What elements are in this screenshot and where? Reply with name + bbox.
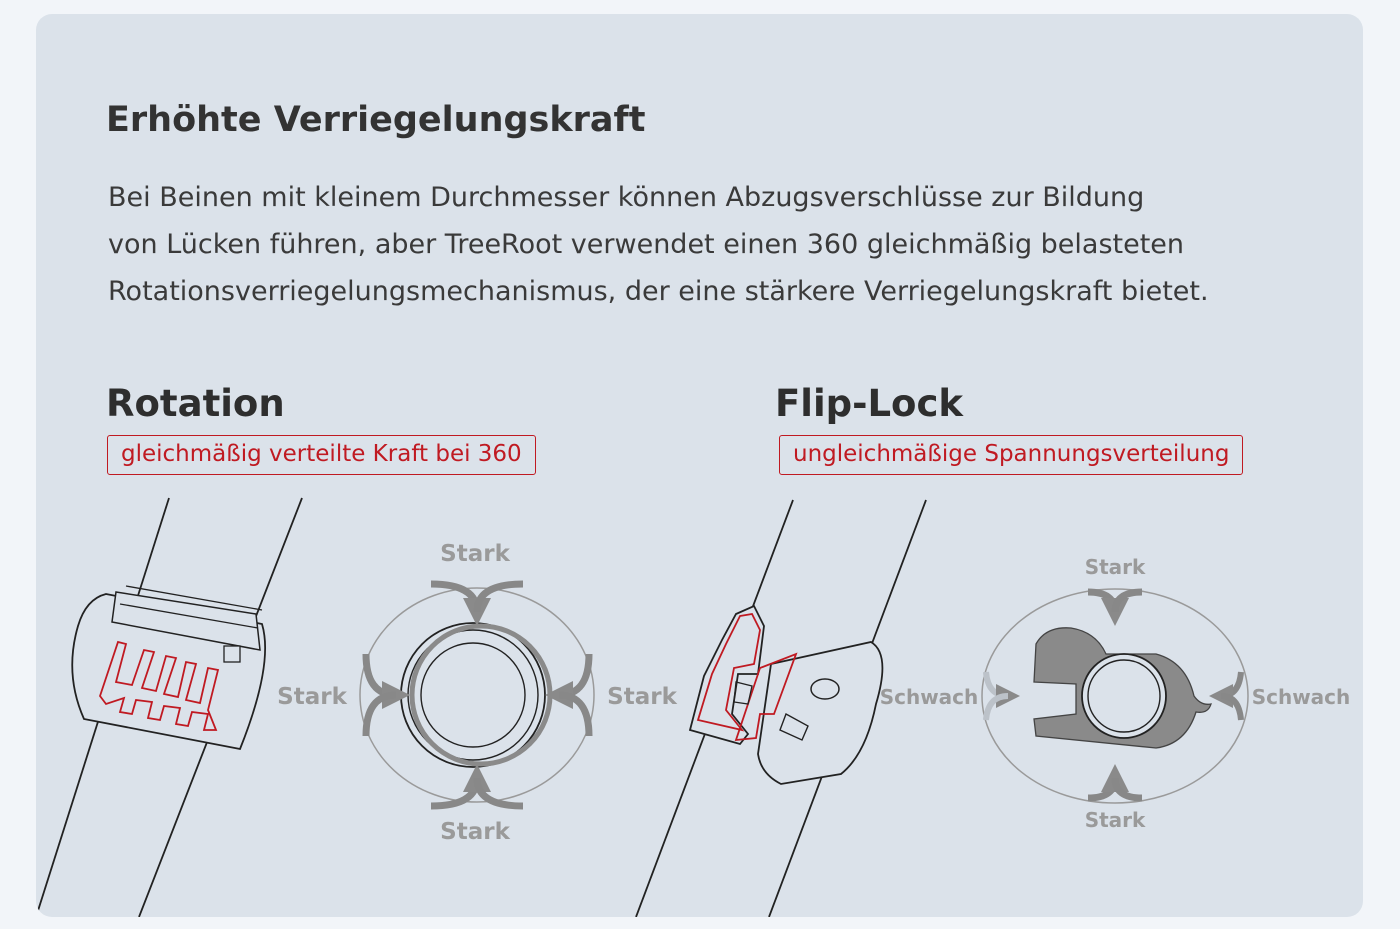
- fliplock-label-bottom: Stark: [1084, 808, 1146, 832]
- rotation-force-diagram: [360, 584, 594, 806]
- description-line-3: Rotationsverriegelungsmechanismus, der eine stärkere Verriegelungskraft bietet.: [108, 276, 1209, 307]
- rotation-label-top: Stark: [440, 541, 510, 567]
- info-card: [36, 14, 1363, 917]
- section-heading: Erhöhte Verriegelungskraft: [106, 100, 646, 140]
- rotation-label-bottom: Stark: [440, 819, 510, 845]
- description-line-1: Bei Beinen mit kleinem Durchmesser können Abzugsverschlüsse zur Bildung: [108, 182, 1145, 213]
- rotation-label-right: Stark: [607, 684, 677, 710]
- fliplock-label-left: Schwach: [879, 685, 979, 709]
- rotation-label-left: Stark: [277, 684, 347, 710]
- fliplock-force-diagram: [982, 589, 1248, 803]
- rotation-leg-illustration: [36, 498, 302, 917]
- fliplock-label-top: Stark: [1084, 555, 1146, 579]
- fliplock-title: Flip-Lock: [775, 382, 964, 425]
- fliplock-tag: ungleichmäßige Spannungsverteilung: [779, 435, 1243, 475]
- fliplock-label-right: Schwach: [1251, 685, 1351, 709]
- rotation-title: Rotation: [106, 382, 285, 425]
- description-line-2: von Lücken führen, aber TreeRoot verwendet einen 360 gleichmäßig belasteten: [108, 229, 1185, 260]
- rotation-tag: gleichmäßig verteilte Kraft bei 360: [107, 435, 536, 475]
